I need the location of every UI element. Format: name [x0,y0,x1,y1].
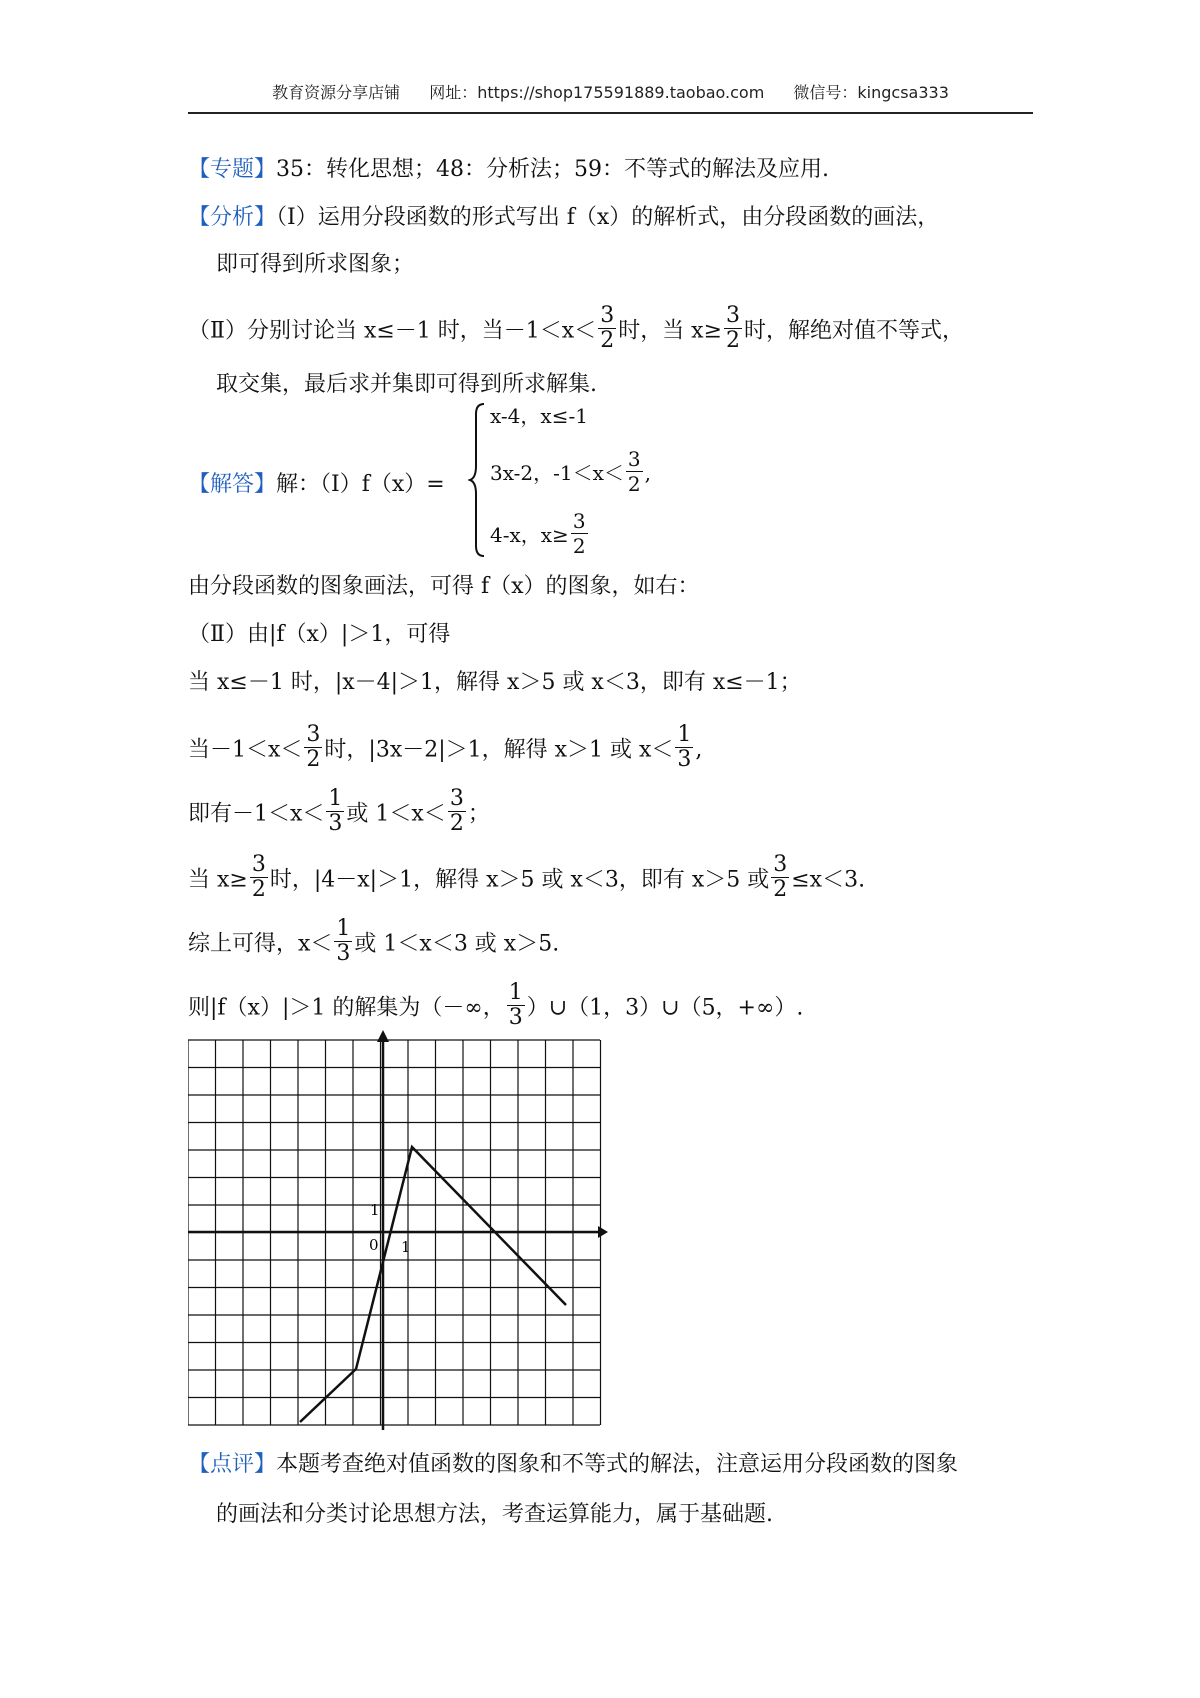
x-tick-label-1: 1 [401,1238,411,1256]
solution-line-1: 由分段函数的图象画法，可得 f（x）的图象，如右： [188,574,700,599]
fraction-1-3: $\frac{1}{3}$ [508,980,523,1030]
page-header [188,80,1033,114]
y-tick-label-1: 1 [370,1201,380,1219]
shop-name: 教育资源分享店铺 [272,83,401,102]
fraction-3-2: $\frac{3}{2}$ [251,852,266,902]
fraction-3-2: $\frac{3}{2}$ [627,447,641,496]
topic-text: 35：转化思想；48：分析法；59：不等式的解法及应用. [276,157,829,182]
case-3: 4-x，x≥ $\frac{3}{2}$ [490,509,586,558]
fraction-3-2: $\frac{3}{2}$ [726,303,741,353]
comment-line-1 [188,1450,958,1480]
analysis-text-3c: 时，解绝对值不等式， [744,318,965,344]
comment-tag: 【点评】 [188,1452,277,1477]
solution-line-4: 当－1＜x＜ $\frac{3}{2}$ 时，|3x－2|＞1，解得 x＞1 或 x＜ $\frac{1}{3}$ , [188,722,703,772]
solution-line-7: 综上可得，x＜ $\frac{1}{3}$ 或 1＜x＜3 或 x＞5. [188,916,560,966]
function-graph [188,1030,608,1430]
fraction-3-2: $\frac{3}{2}$ [449,786,464,836]
topic-line [188,155,829,185]
comment-text-1: 本题考查绝对值函数的图象和不等式的解法，注意运用分段函数的图象 [276,1452,959,1477]
graph-svg [188,1030,608,1430]
solution-tag: 【解答】 [188,472,277,497]
solution-lead: 解：（Ⅰ）f（x）= [276,472,445,497]
fraction-1-3: $\frac{1}{3}$ [336,916,351,966]
analysis-line-4: 取交集，最后求并集即可得到所求解集. [216,372,597,397]
fraction-1-3: $\frac{1}{3}$ [328,786,343,836]
solution-line-2: （Ⅱ）由|f（x）|＞1，可得 [188,622,451,647]
fraction-1-3: $\frac{1}{3}$ [677,722,692,772]
analysis-text-1: （Ⅰ）运用分段函数的形式写出 f（x）的解析式，由分段函数的画法， [276,205,940,230]
analysis-line-1 [188,203,939,233]
analysis-text-3a: （Ⅱ）分别讨论当 x≤－1 时，当－1＜x＜ [188,318,597,344]
solution-line-6: 当 x≥ $\frac{3}{2}$ 时，|4－x|＞1，解得 x＞5 或 x＜3，即有 x＞5 或 $\frac{3}{2}$ ≤x＜3. [188,852,866,902]
solution-line-8: 则|f（x）|＞1 的解集为（－∞， $\frac{1}{3}$ ）∪（1，3）∪（5，+∞）. [188,980,804,1030]
y-axis-arrow-icon [377,1030,389,1042]
left-brace-icon [468,400,488,560]
solution-lead-line [188,470,445,500]
analysis-text-3b: 时，当 x≥ [618,318,723,344]
fraction-3-2: $\frac{3}{2}$ [306,722,321,772]
fraction-3-2: $\frac{3}{2}$ [572,509,586,558]
fraction-3-2: $\frac{3}{2}$ [600,303,615,353]
wechat-id: 微信号：kingcsa333 [793,83,949,102]
case-2: 3x-2，-1＜x＜ $\frac{3}{2}$ , [490,447,651,496]
comment-line-2: 的画法和分类讨论思想方法，考查运算能力，属于基础题. [216,1502,773,1527]
analysis-tag: 【分析】 [188,205,277,230]
analysis-line-3 [188,303,965,356]
function-curve [300,1147,566,1422]
case-1: x-4，x≤-1 [490,404,588,428]
x-axis-arrow-icon [598,1226,608,1238]
shop-url: 网址：https://shop175591889.taobao.com [429,83,765,102]
piecewise-definition [468,400,698,560]
fraction-3-2: $\frac{3}{2}$ [773,852,788,902]
origin-label: 0 [369,1236,379,1254]
topic-tag: 【专题】 [188,157,277,182]
solution-line-5: 即有－1＜x＜ $\frac{1}{3}$ 或 1＜x＜ $\frac{3}{2}$ ； [188,786,490,836]
solution-line-3: 当 x≤－1 时，|x－4|＞1，解得 x＞5 或 x＜3，即有 x≤－1； [188,670,802,695]
analysis-line-2: 即可得到所求图象； [216,252,415,277]
